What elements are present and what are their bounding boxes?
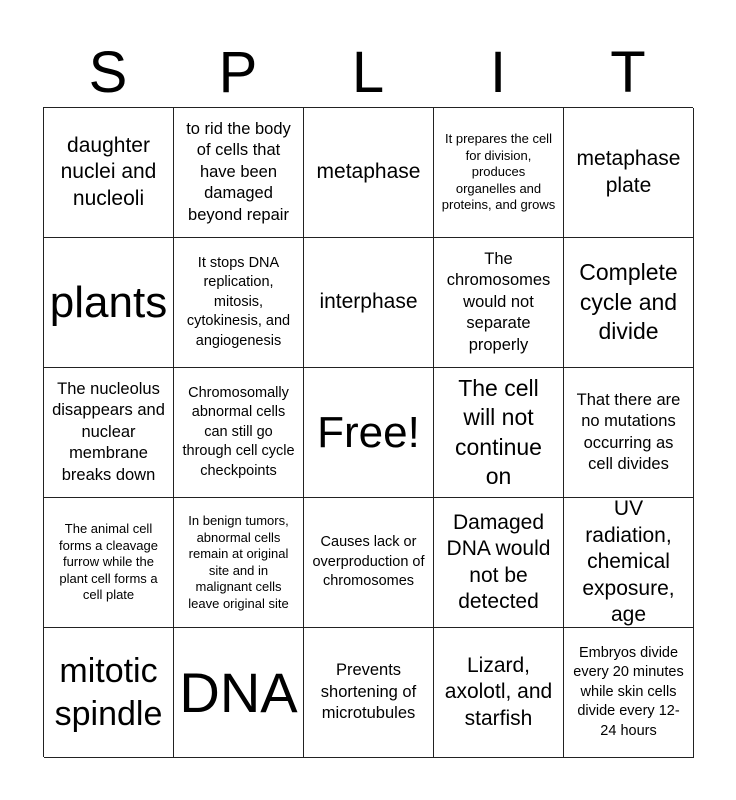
bingo-cell[interactable] bbox=[434, 368, 564, 498]
bingo-cell[interactable] bbox=[434, 628, 564, 758]
cell-text: The animal cell forms a cleavage furrow while the plant cell forms a cell plate bbox=[59, 521, 158, 603]
cell-text: to rid the body of cells that have been damaged beyond repair bbox=[186, 119, 291, 224]
bingo-cell[interactable] bbox=[44, 498, 174, 628]
cell-text: The chromosomes would not separate properly bbox=[446, 249, 551, 354]
cell-text: daughter nuclei and nucleoli bbox=[60, 133, 157, 210]
title-letter-t: T bbox=[610, 40, 646, 105]
bingo-cell[interactable] bbox=[174, 368, 304, 498]
free-space-text: Free! bbox=[317, 407, 420, 457]
bingo-cell[interactable] bbox=[564, 368, 694, 498]
cell-text: The nucleolus disappears and nuclear membrane breaks down bbox=[52, 379, 165, 484]
bingo-cell[interactable] bbox=[44, 628, 174, 758]
bingo-cell[interactable] bbox=[434, 238, 564, 368]
title-letter-i: I bbox=[489, 40, 507, 105]
cell-text: interphase bbox=[319, 290, 418, 314]
bingo-cell[interactable] bbox=[564, 108, 694, 238]
bingo-cell[interactable] bbox=[434, 108, 564, 238]
cell-text: Damaged DNA would not be detected bbox=[446, 510, 551, 613]
bingo-cell[interactable] bbox=[44, 238, 174, 368]
cell-text: It stops DNA replication, mitosis, cytokinesis, and angiogenesis bbox=[186, 254, 291, 349]
cell-text: Complete cycle and divide bbox=[579, 259, 678, 345]
bingo-cell[interactable] bbox=[174, 108, 304, 238]
bingo-cell[interactable] bbox=[304, 498, 434, 628]
cell-text: Lizard, axolotl, and starfish bbox=[444, 653, 553, 730]
bingo-cell[interactable] bbox=[564, 628, 694, 758]
cell-text: Embryos divide every 20 minutes while skin cells divide every 12-24 hours bbox=[573, 644, 684, 739]
title-letter-l: L bbox=[351, 40, 385, 105]
title-letter-p: P bbox=[218, 40, 258, 105]
cell-text: metaphase plate bbox=[576, 147, 681, 197]
bingo-cell[interactable] bbox=[564, 498, 694, 628]
bingo-cell[interactable] bbox=[174, 238, 304, 368]
bingo-cell[interactable] bbox=[174, 628, 304, 758]
bingo-title bbox=[43, 40, 693, 106]
bingo-cell[interactable] bbox=[304, 628, 434, 758]
bingo-cell[interactable] bbox=[174, 498, 304, 628]
cell-text: metaphase bbox=[316, 160, 421, 184]
cell-text: UV radiation, chemical exposure, age bbox=[582, 498, 675, 627]
cell-text: That there are no mutations occurring as cell divides bbox=[576, 390, 681, 473]
cell-text: In benign tumors, abnormal cells remain at original site and in malignant cells leave original site bbox=[188, 513, 289, 611]
cell-text: DNA bbox=[179, 660, 298, 724]
cell-text: It prepares the cell for division, produces organelles and proteins, and grows bbox=[441, 131, 556, 213]
bingo-cell[interactable] bbox=[304, 108, 434, 238]
bingo-cell[interactable] bbox=[564, 238, 694, 368]
bingo-cell free-space[interactable] bbox=[304, 368, 434, 498]
bingo-cell[interactable] bbox=[434, 498, 564, 628]
bingo-board bbox=[43, 107, 693, 757]
bingo-cell[interactable] bbox=[44, 108, 174, 238]
title-letter-s: S bbox=[88, 40, 128, 105]
bingo-cell[interactable] bbox=[304, 238, 434, 368]
cell-text: The cell will not continue on bbox=[455, 374, 542, 489]
bingo-cell[interactable] bbox=[44, 368, 174, 498]
cell-text: mitotic spindle bbox=[54, 651, 163, 733]
cell-text: Prevents shortening of microtubules bbox=[320, 661, 417, 723]
cell-text: Chromosomally abnormal cells can still go through cell cycle checkpoints bbox=[182, 384, 295, 479]
cell-text: plants bbox=[49, 277, 168, 327]
cell-text: Causes lack or overproduction of chromosomes bbox=[312, 534, 425, 590]
